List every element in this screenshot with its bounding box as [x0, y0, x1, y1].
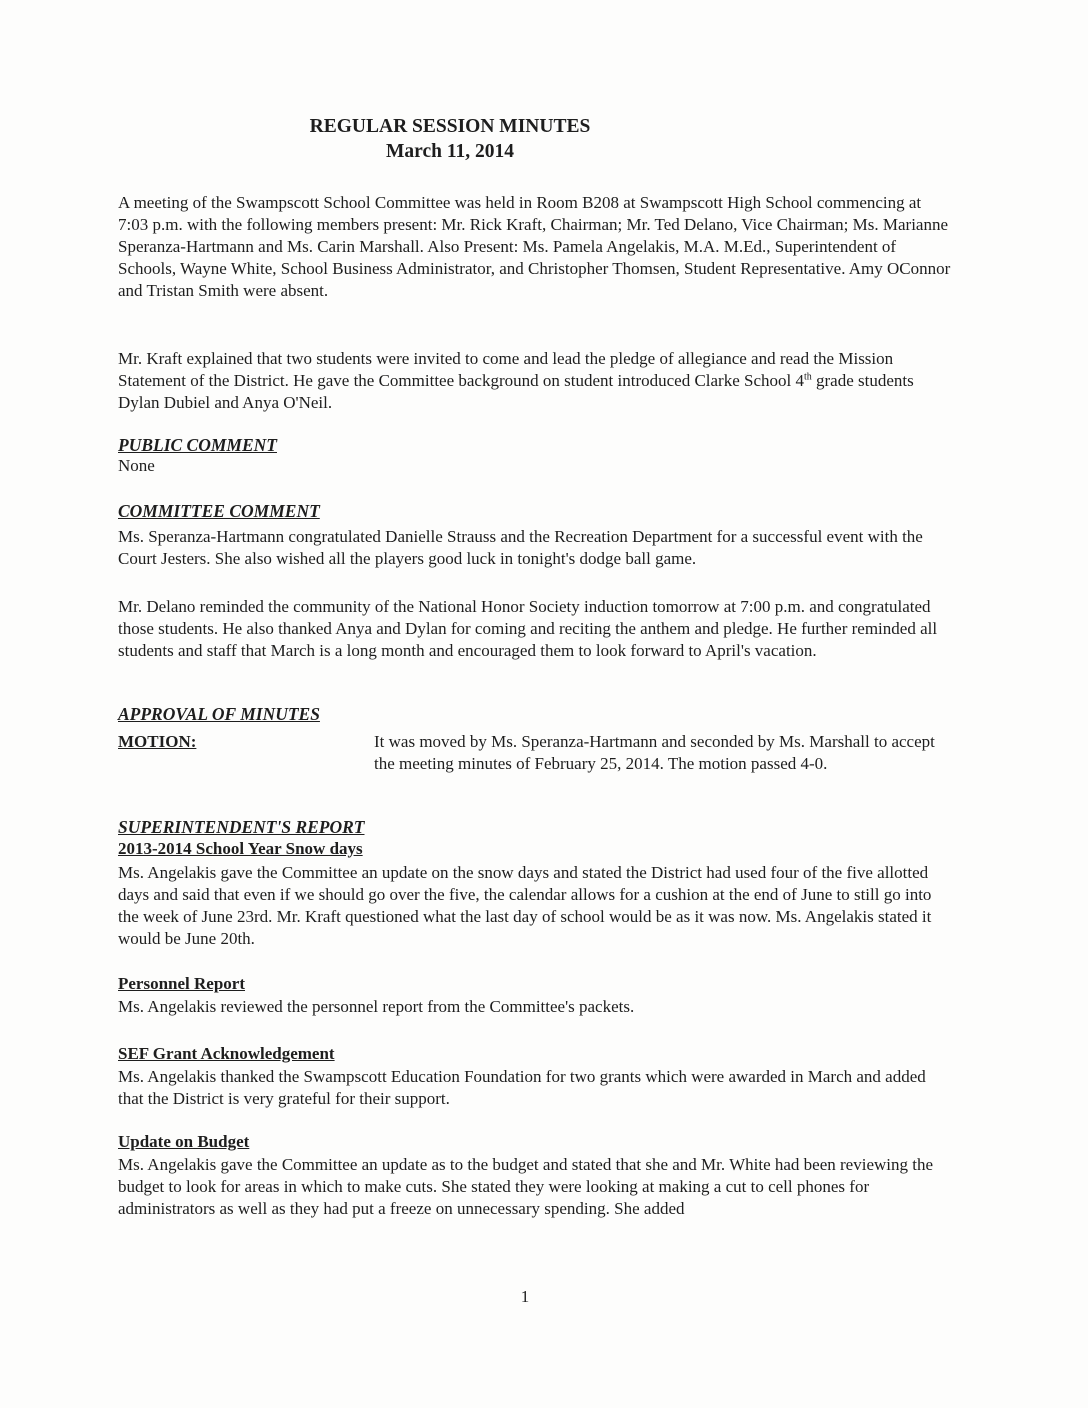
- intro-paragraph: A meeting of the Swampscott School Committee was held in Room B208 at Swampscott High School commencing at 7:03 p.m. with the following members present: Mr. Rick Kraft, Chairman; Mr. Ted Delano, Vice Chairman; Ms. Marianne Speranza-Hartmann and Ms. Carin Marshall. Also Present: Ms. Pamela Angelakis, M.A. M.Ed., Superintendent of Schools, Wayne White, School Business Administrator, and Christopher Thomsen, Student Representative. Amy OConnor and Tristan Smith were absent.: [118, 193, 951, 300]
- motion-label: MOTION:: [118, 732, 197, 751]
- motion-text: It was moved by Ms. Speranza-Hartmann and seconded by Ms. Marshall to accept the meeting minutes of February 25, 2014. The motion passed 4-0.: [374, 732, 935, 773]
- title-block: [0, 114, 900, 164]
- budget-update-text: Ms. Angelakis gave the Committee an update as to the budget and stated that she and Mr. White had been reviewing the budget to look for areas in which to make cuts. She stated they were looking at making a cut to cell phones for administrators as well as they had put a freeze on unnecessary spending. She added: [118, 1155, 934, 1218]
- pledge-text-b: grade students Dylan Dubiel and Anya O'Neil.: [118, 371, 914, 412]
- personnel-report-text: Ms. Angelakis reviewed the personnel report from the Committee's packets.: [118, 997, 635, 1016]
- pledge-ordinal: th: [803, 371, 812, 383]
- committee-comment-heading: COMMITTEE COMMENT: [118, 501, 320, 521]
- superintendent-report-heading: SUPERINTENDENT'S REPORT: [118, 817, 365, 837]
- budget-update-heading: Update on Budget: [118, 1132, 250, 1151]
- pledge-paragraph: [118, 348, 952, 414]
- document-title: REGULAR SESSION MINUTES: [309, 116, 591, 137]
- public-comment-text: None: [118, 456, 155, 475]
- page-number: 1: [520, 1287, 530, 1306]
- committee-comment-paragraph-2: Mr. Delano reminded the community of the National Honor Society induction tomorrow at 7:00 p.m. and congratulated those students. He also thanked Anya and Dylan for coming and reciting the anthem and pledge. He further reminded all students and staff that March is a long month and encouraged them to look forward to April's vacation.: [118, 597, 938, 660]
- snow-days-heading: 2013-2014 School Year Snow days: [118, 839, 363, 858]
- personnel-report-heading: Personnel Report: [118, 974, 246, 993]
- public-comment-heading: PUBLIC COMMENT: [118, 435, 277, 455]
- pledge-text-a: Mr. Kraft explained that two students were invited to come and lead the pledge of allegiance and read the Mission Statement of the District. He gave the Committee background on student introduced Clarke School 4: [118, 349, 894, 390]
- sef-grant-text: Ms. Angelakis thanked the Swampscott Education Foundation for two grants which were awarded in March and added that the District is very grateful for their support.: [118, 1067, 926, 1108]
- approval-heading: APPROVAL OF MINUTES: [118, 704, 320, 724]
- document-date: March 11, 2014: [385, 141, 514, 162]
- sef-grant-heading: SEF Grant Acknowledgement: [118, 1044, 335, 1063]
- snow-days-text: Ms. Angelakis gave the Committee an update on the snow days and stated the District had used four of the five allotted days and said that even if we should go over the five, the calendar allows for a cushion at the end of June to still go into the week of June 23rd. Mr. Kraft questioned what the last day of school would be as it was now. Ms. Angelakis stated it would be June 20th.: [118, 863, 932, 948]
- committee-comment-paragraph-1: Ms. Speranza-Hartmann congratulated Danielle Strauss and the Recreation Department for a successful event with the Court Jesters. She also wished all the players good luck in tonight's dodge ball game.: [118, 527, 923, 568]
